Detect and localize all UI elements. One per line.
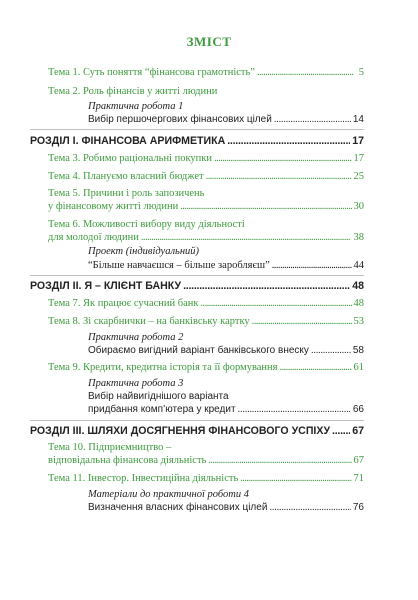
toc-entry-practical-2[interactable] [88,344,364,357]
toc-entry-text: Тема 6. Можливості вибору виду діяльності [48,219,245,230]
toc-practical-1-label [88,100,364,113]
toc-entry-topic-10-cont[interactable] [48,454,364,467]
toc-entry-page: 17 [353,153,364,164]
toc-entry-page: 53 [353,316,364,327]
toc-entry-text: Тема 1. Суть поняття “фінансова грамотність” [48,67,255,78]
toc-practical-2-label [88,331,364,344]
section-divider [30,275,364,276]
toc-entry-text: Тема 4. Плануємо власний бюджет [48,171,204,182]
toc-entry-text: для молодої людини [48,232,139,243]
section-divider [30,420,364,421]
toc-entry-text: Тема 10. Підприємництво – [48,442,172,453]
dot-leader [272,259,352,272]
toc-entry-page: 71 [353,473,364,484]
dot-leader [257,66,354,79]
toc-entry-page: 61 [353,362,364,373]
toc-project-label [88,245,364,258]
section-divider [30,129,364,130]
toc-entry-project[interactable] [88,259,364,272]
toc-project-label-text: Проект (індивідуальний) [88,246,200,257]
toc-practical-label: Матеріали до практичної роботи 4 [88,489,249,500]
toc-entry-text: у фінансовому житті людини [48,201,179,212]
toc-entry-text: Тема 3. Робимо раціональні покупки [48,153,213,164]
toc-entry-text: Тема 8. Зі скарбнички – на банківську картку [48,316,250,327]
toc-practical-label: Практична робота 3 [88,378,184,389]
dot-leader [183,280,350,293]
dot-leader [141,231,352,244]
toc-entry-text: Обираємо вигідний варіант банківського внеску [88,345,309,356]
dot-leader [269,501,350,514]
toc-practical-label: Практична робота 2 [88,332,184,343]
dot-leader [200,297,351,310]
toc-entry-text: Тема 7. Як працює сучасний банк [48,298,199,309]
toc-section-2[interactable] [30,280,364,293]
dot-leader [332,425,350,438]
toc-entry-text: Визначення власних фінансових цілей [88,502,268,513]
toc-practical-label: Практична робота 1 [88,101,184,112]
dot-leader [252,315,352,328]
toc-entry-text: Вибір першочергових фінансових цілей [88,114,272,125]
toc-section-1[interactable] [30,135,364,148]
toc-entry-topic-7[interactable] [48,297,364,310]
toc-entry-text: Тема 2. Роль фінансів у житті людини [48,86,218,97]
toc-entry-topic-4[interactable] [48,170,364,183]
toc-entry-topic-11[interactable] [48,472,364,485]
dot-leader [180,200,351,213]
toc-entry-text: Тема 5. Причини і роль запозичень [48,188,205,199]
toc-entry-practical-1[interactable] [88,113,364,126]
toc-section-3[interactable] [30,425,364,438]
dot-leader [274,113,351,126]
toc-entry-topic-3[interactable] [48,152,364,165]
toc-entry-page: 76 [352,502,364,513]
dot-leader [311,344,351,357]
toc-section-title: РОЗДІЛ ІІ. Я – КЛІЄНТ БАНКУ [30,280,182,292]
toc-entry-page: 66 [352,404,364,415]
toc-entry-topic-2[interactable] [48,85,364,98]
toc-entry-page: 30 [353,201,364,212]
toc-entry-topic-6[interactable] [48,218,364,231]
toc-section-page: 17 [352,135,364,147]
toc-entry-practical-3-cont[interactable] [88,403,364,416]
dot-leader [206,170,352,183]
toc-entry-text: Тема 9. Кредити, кредитна історія та її формування [48,362,278,373]
toc-section-page: 48 [352,280,364,292]
dot-leader [208,454,351,467]
toc-entry-page: 58 [352,345,364,356]
toc-entry-text: відповідальна фінансова діяльність [48,455,207,466]
toc-practical-3-label [88,377,364,390]
toc-entry-page: 5 [358,67,364,78]
toc-section-title: РОЗДІЛ І. ФІНАНСОВА АРИФМЕТИКА [30,135,226,147]
toc-entry-text: “Більше навчаєшся – більше заробляєш” [88,260,270,271]
page-title: ЗМІСТ [186,34,232,49]
toc-entry-topic-8[interactable] [48,315,364,328]
toc-section-page: 67 [352,425,364,437]
dot-leader [240,472,351,485]
toc-entry-text: придбання комп’ютера у кредит [88,404,236,415]
toc-entry-topic-10[interactable] [48,441,364,454]
dot-leader [238,403,351,416]
toc-entry-practical-3[interactable] [88,390,364,403]
toc-entry-topic-5-cont[interactable] [48,200,364,213]
dot-leader [214,152,351,165]
toc-entry-topic-6-cont[interactable] [48,231,364,244]
toc-entry-text: Тема 11. Інвестор. Інвестиційна діяльність [48,473,239,484]
toc-entry-page: 25 [353,171,364,182]
dot-leader [280,361,352,374]
toc-entry-page: 67 [353,455,364,466]
toc-entry-practical-4[interactable] [88,501,364,514]
toc-section-title: РОЗДІЛ ІІІ. ШЛЯХИ ДОСЯГНЕННЯ ФІНАНСОВОГО УСПІХУ [30,425,331,437]
toc-entry-topic-9[interactable] [48,361,364,374]
toc-entry-topic-1[interactable] [48,66,364,79]
toc-entry-page: 48 [353,298,364,309]
toc-entry-page: 14 [352,114,364,125]
toc-entry-page: 38 [353,232,364,243]
toc-practical-4-label [88,488,364,501]
toc-entry-topic-5[interactable] [48,187,364,200]
toc-entry-page: 44 [353,260,364,271]
dot-leader [227,135,350,148]
toc-entry-text: Вибір найвигіднішого варіанта [88,391,229,402]
